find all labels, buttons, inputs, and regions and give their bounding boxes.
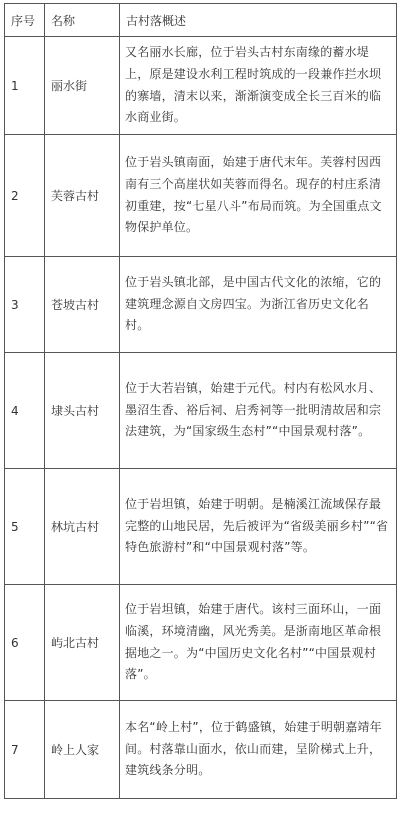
- row-overview: 位于岩头镇北部，是中国古代文化的浓缩，它的建筑理念源自文房四宝。为浙江省历史文化名村。: [120, 257, 397, 353]
- row-name: 屿北古村: [45, 585, 120, 701]
- row-index: 5: [5, 469, 45, 585]
- row-overview: 位于大若岩镇，始建于元代。村内有松风水月、墨沼生香、裕后祠、启秀祠等一批明清故居和宗法建筑，为“国家级生态村”“中国景观村落”。: [120, 353, 397, 469]
- row-index: 1: [5, 37, 45, 135]
- table-row: [5, 257, 397, 353]
- row-overview: 位于岩头镇南面，始建于唐代末年。芙蓉村因西南有三个高崖状如芙蓉而得名。现存的村庄系清初重建，按“七星八斗”布局而筑。为全国重点文物保护单位。: [120, 135, 397, 257]
- table-row: [5, 469, 397, 585]
- header-name: 名称: [45, 4, 120, 37]
- row-index: 3: [5, 257, 45, 353]
- header-overview: 古村落概述: [120, 4, 397, 37]
- row-index: 6: [5, 585, 45, 701]
- row-name: 芙蓉古村: [45, 135, 120, 257]
- table-row: [5, 701, 397, 799]
- table-row: [5, 585, 397, 701]
- row-overview: 位于岩坦镇，始建于唐代。该村三面环山，一面临溪，环境清幽，风光秀美。是浙南地区革命根据地之一。为“中国历史文化名村”“中国景观村落”。: [120, 585, 397, 701]
- table-row: [5, 37, 397, 135]
- header-row: [5, 4, 397, 37]
- table-row: [5, 135, 397, 257]
- row-name: 埭头古村: [45, 353, 120, 469]
- row-name: 岭上人家: [45, 701, 120, 799]
- row-index: 2: [5, 135, 45, 257]
- village-table: [4, 3, 397, 799]
- row-name: 丽水街: [45, 37, 120, 135]
- row-index: 4: [5, 353, 45, 469]
- row-name: 林坑古村: [45, 469, 120, 585]
- table-row: [5, 353, 397, 469]
- row-name: 苍坡古村: [45, 257, 120, 353]
- row-overview: 位于岩坦镇，始建于明朝。是楠溪江流域保存最完整的山地民居，先后被评为“省级美丽乡村”“省特色旅游村”和“中国景观村落”等。: [120, 469, 397, 585]
- row-index: 7: [5, 701, 45, 799]
- row-overview: 又名丽水长廊，位于岩头古村东南缘的蓄水堤上，原是建设水利工程时筑成的一段兼作拦水坝的寨墙，清末以来，渐渐演变成全长三百米的临水商业街。: [120, 37, 397, 135]
- header-index: 序号: [5, 4, 45, 37]
- row-overview: 本名“岭上村”，位于鹤盛镇，始建于明朝嘉靖年间。村落靠山面水，依山而建，呈阶梯式上升，建筑线条分明。: [120, 701, 397, 799]
